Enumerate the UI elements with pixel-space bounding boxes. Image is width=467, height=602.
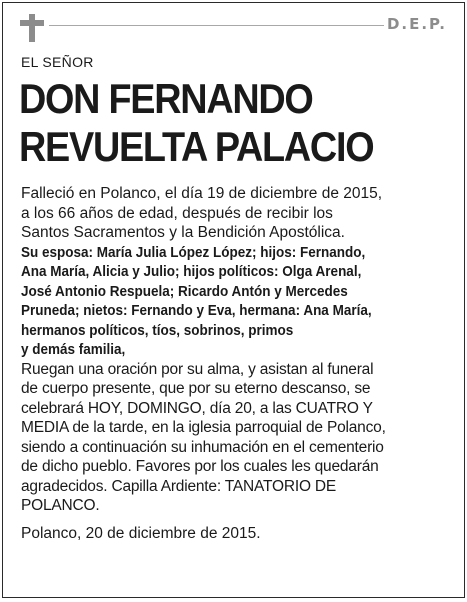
text-line: POLANCO. xyxy=(21,497,100,514)
header-rule xyxy=(49,25,384,26)
death-paragraph xyxy=(21,184,461,243)
text-line: agradecidos. Capilla Ardiente: TANATORIO DE xyxy=(21,477,337,495)
notice-body xyxy=(21,184,461,543)
text-line: celebrará HOY, DOMINGO, día 20, a las CUATRO Y xyxy=(21,399,373,417)
text-line: y demás familia, xyxy=(21,341,126,358)
text-line: a los 66 años de edad, después de recibir los xyxy=(21,204,333,222)
name-line-1: DON FERNANDO xyxy=(19,75,313,122)
title-prefix: EL SEÑOR xyxy=(21,54,94,70)
text-line: José Antonio Respuela; Ricardo Antón y Mercedes xyxy=(21,282,348,300)
text-line: MEDIA de la tarde, en la iglesia parroquial de Polanco, xyxy=(21,419,386,436)
name-line-2: REVUELTA PALACIO xyxy=(19,123,374,170)
funeral-paragraph xyxy=(21,360,461,516)
latin-cross-icon xyxy=(25,14,39,42)
text-line: de cuerpo presente, que por su eterno descanso, se xyxy=(21,380,371,397)
text-line: de dicho pueblo. Favores por los cuales les quedarán xyxy=(21,458,379,475)
text-line: hermanos políticos, tíos, sobrinos, primos xyxy=(21,321,294,339)
obituary-notice xyxy=(2,2,465,598)
text-line: Santos Sacramentos y la Bendición Apostólica. xyxy=(21,224,345,241)
family-paragraph xyxy=(21,243,453,360)
deceased-name xyxy=(19,75,373,171)
dep-label: D.E.P. xyxy=(386,15,447,33)
text-line: Su esposa: María Julia López López; hijos: Fernando, xyxy=(21,243,366,261)
text-line: Ruegan una oración por su alma, y asistan al funeral xyxy=(21,360,374,378)
text-line: Ana María, Alicia y Julio; hijos políticos: Olga Arenal, xyxy=(21,263,362,280)
closing-text: Polanco, 20 de diciembre de 2015. xyxy=(21,524,261,542)
text-line: Pruneda; nietos: Fernando y Eva, hermana: Ana María, xyxy=(21,302,372,319)
text-line: Falleció en Polanco, el día 19 de diciembre de 2015, xyxy=(21,185,383,202)
text-line: siendo a continuación su inhumación en el cementerio xyxy=(21,438,384,456)
closing-line xyxy=(21,524,461,544)
